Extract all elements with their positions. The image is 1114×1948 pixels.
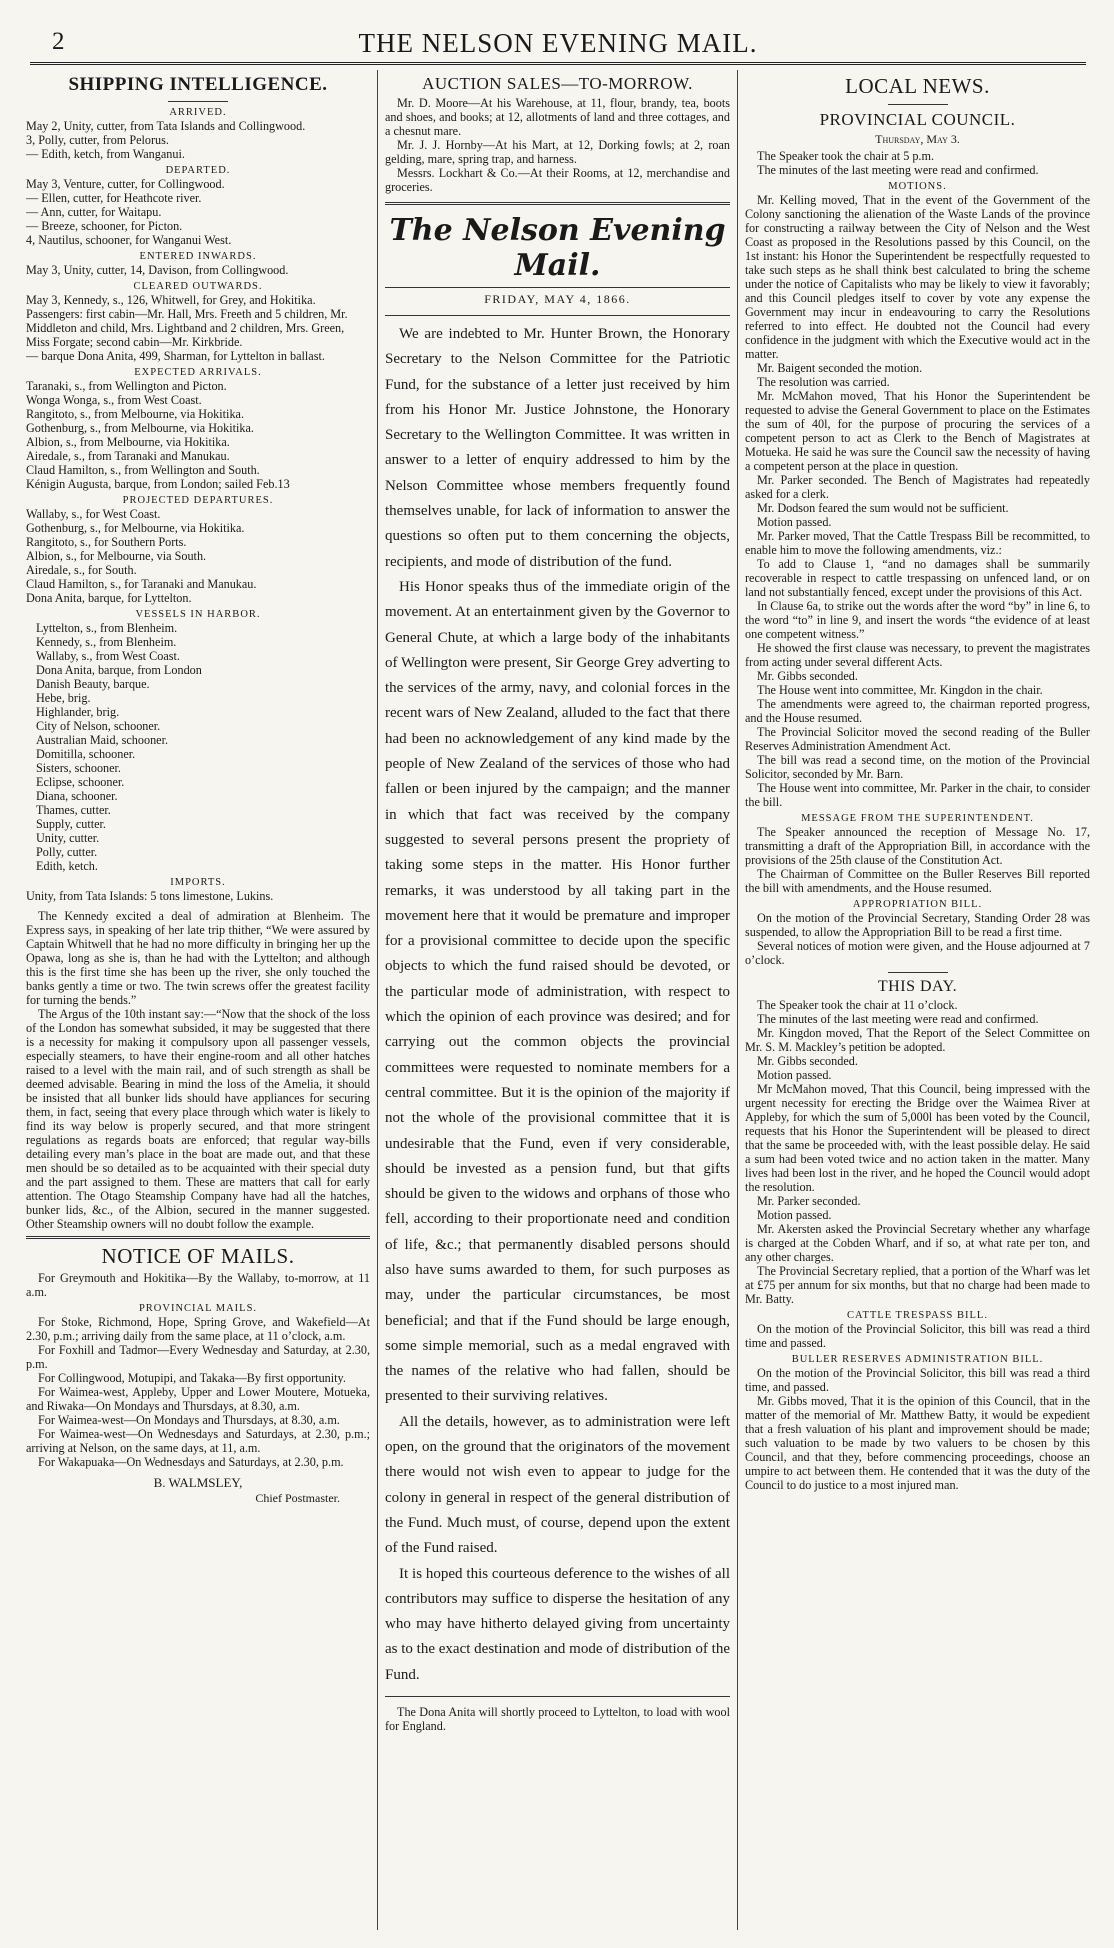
text-line: Lyttelton, s., from Blenheim. xyxy=(36,621,178,635)
auction-list xyxy=(385,96,730,194)
expected-heading: EXPECTED ARRIVALS. xyxy=(134,367,262,378)
message-heading: MESSAGE FROM THE SUPERINTENDENT. xyxy=(801,813,1034,824)
text-line: Highlander, brig. xyxy=(36,705,120,719)
text-line: Claud Hamilton, s., from Wellington and South. xyxy=(26,463,260,477)
cattle-heading: CATTLE TRESPASS BILL. xyxy=(847,1310,988,1321)
text-line: For Waimea-west, Appleby, Upper and Lower Moutere, Motueka, and Riwaka—On Mondays and Thursdays, at 8.30, a.m. xyxy=(26,1385,370,1413)
kennedy-paragraph: The Kennedy excited a deal of admiration at Blenheim. The Express says, in speaking of her late trip thither, “We were assured by Captain Whitwell that he had no more difficulty in bringing her up the Opawa, long as she is, than he had with the Lyttelton; and although this is the first time she has been up the river, she only touched the banks gently a time or two. The twin screws offer the greatest facility for turning the bends.” xyxy=(26,909,370,1007)
text-line: Mr McMahon moved, That this Council, being impressed with the urgent necessity for erecting the Bridge over the Waimea River at Appleby, for which the sum of 5,000l has been voted by the Council, requests that his Honor the Superintendent will be pleased to direct that the same be proceeded with, with the least possible delay. He said a sum had been voted twice and no action taken in the matter. Many lives had been lost in the river, and he hoped the Council would adopt the resolution. xyxy=(745,1082,1090,1194)
text-line: Diana, schooner. xyxy=(36,789,118,803)
text-line: City of Nelson, schooner. xyxy=(36,719,161,733)
projected-list xyxy=(26,507,370,605)
text-line: Airedale, s., from Taranaki and Manukau. xyxy=(26,449,230,463)
column-divider xyxy=(737,70,738,1930)
text-line: The Speaker announced the reception of Message No. 17, transmitting a draft of the Appropriation Bill, in accordance with the provisions of the 25th clause of the Constitution Act. xyxy=(745,825,1090,867)
text-line: In Clause 6a, to strike out the words after the word “by” in line 6, to the word “to” in line 9, and insert the words “the evidence of at least one competent witness.” xyxy=(745,599,1090,641)
text-line: — Edith, ketch, from Wanganui. xyxy=(26,147,185,161)
motions-list xyxy=(745,193,1090,809)
mails-list xyxy=(26,1315,370,1469)
cleared-heading: CLEARED OUTWARDS. xyxy=(133,281,263,292)
text-line: Motion passed. xyxy=(757,1068,832,1082)
text-line: Mr. Dodson feared the sum would not be sufficient. xyxy=(757,501,1009,515)
text-line: — Breeze, schooner, for Picton. xyxy=(26,219,183,233)
column-local-news xyxy=(745,70,1090,1930)
text-line: Mr. McMahon moved, That his Honor the Superintendent be requested to advise the General Government to place on the Estimates the sum of 40l, for the purpose of procuring the services of a competent person to act as Clerk to the Bench of Magistrates at Motueka. He said he was sure the Council saw the necessity of having a competent person at the place in question. xyxy=(745,389,1090,473)
text-line: May 2, Unity, cutter, from Tata Islands and Collingwood. xyxy=(26,119,306,133)
text-line: Several notices of motion were given, and the House adjourned at 7 o’clock. xyxy=(745,939,1090,967)
departed-heading: DEPARTED. xyxy=(165,165,231,176)
text-line: We are indebted to Mr. Hunter Brown, the Honorary Secretary to the Nelson Committee for the Patriotic Fund, for the substance of a letter just received by him from his Honor Mr. Justice Johnstone, the Honorary Secretary to the Wellington Committee. It was written in answer to a letter of enquiry addressed to him by the Nelson Committee whose members frequently found themselves unable, for lack of information to answer the questions so often put to them concerning the objects, recipients, and mode of distribution of the fund. xyxy=(385,326,730,570)
council-date: Thursday, May 3. xyxy=(875,132,960,146)
departed-list xyxy=(26,177,370,247)
text-line: The minutes of the last meeting were read and confirmed. xyxy=(757,163,1039,177)
text-line: The Chairman of Committee on the Buller Reserves Bill reported the bill with amendments, and the House resumed. xyxy=(745,867,1090,895)
postmaster-title: Chief Postmaster. xyxy=(255,1491,340,1505)
text-line: The resolution was carried. xyxy=(757,375,890,389)
text-line: Mr. Parker moved, That the Cattle Trespass Bill be recommitted, to enable him to move the following amendments, viz.: xyxy=(745,529,1090,557)
text-line: Danish Beauty, barque. xyxy=(36,677,150,691)
text-line: Wallaby, s., for West Coast. xyxy=(26,507,161,521)
imports-heading: IMPORTS. xyxy=(170,877,226,888)
text-line: Mr. Kingdon moved, That the Report of the Select Committee on Mr. S. M. Mackley’s petition be adopted. xyxy=(745,1026,1090,1054)
text-line: Motion passed. xyxy=(757,515,832,529)
text-line: Edith, ketch. xyxy=(36,859,98,873)
text-line: To add to Clause 1, “and no damages shall be summarily recoverable in respect to cattle trespassing on unfenced land, or on land not substantially fenced, except under the provisions of this Act. xyxy=(745,557,1090,599)
text-line: The bill was read a second time, on the motion of the Provincial Solicitor, seconded by Mr. Barn. xyxy=(745,753,1090,781)
motions-heading: MOTIONS. xyxy=(888,181,947,192)
text-line: May 3, Venture, cutter, for Collingwood. xyxy=(26,177,225,191)
text-line: 4, Nautilus, schooner, for Wanganui West. xyxy=(26,233,232,247)
text-line: For Stoke, Richmond, Hope, Spring Grove, and Wakefield—At 2.30, p.m.; arriving daily from the same place, at 11 o’clock, a.m. xyxy=(26,1315,370,1343)
newspaper-title: THE NELSON EVENING MAIL. xyxy=(358,28,758,58)
council-opening xyxy=(745,149,1090,177)
text-line: Mr. Gibbs moved, That it is the opinion of this Council, that in the matter of the memorial of Mr. Matthew Batty, it would be expedient that a fresh valuation of his plant and improvement should be made; such valuation to be made by two valuers to be chosen by this Council, and that they, before commencing proceedings, choose an umpire to act between them. He contended that it was the duty of the Council to do justice to a most injured man. xyxy=(745,1394,1090,1492)
editorial-dateline: FRIDAY, MAY 4, 1866. xyxy=(484,292,631,306)
text-line: Mr. Akersten asked the Provincial Secretary whether any wharfage is charged at the Cobden Wharf, and if so, at what rate per ton, and any other charges. xyxy=(745,1222,1090,1264)
text-line: For Waimea-west—On Mondays and Thursdays, at 8.30, a.m. xyxy=(38,1413,340,1427)
text-line: 3, Polly, cutter, from Pelorus. xyxy=(26,133,169,147)
column-shipping xyxy=(26,70,370,1930)
local-news-heading: LOCAL NEWS. xyxy=(845,74,990,98)
council-heading: PROVINCIAL COUNCIL. xyxy=(819,110,1016,129)
buller-list xyxy=(745,1366,1090,1492)
text-line: Mr. Parker seconded. xyxy=(757,1194,861,1208)
column-divider xyxy=(377,70,378,1930)
divider xyxy=(385,202,730,205)
text-line: Australian Maid, schooner. xyxy=(36,733,169,747)
text-line: The minutes of the last meeting were read and confirmed. xyxy=(757,1012,1039,1026)
provincial-mails-heading: PROVINCIAL MAILS. xyxy=(138,1303,258,1314)
masthead-rule xyxy=(30,62,1086,66)
text-line: The Provincial Solicitor moved the second reading of the Buller Reserves Administration Amendment Act. xyxy=(745,725,1090,753)
expected-list xyxy=(26,379,370,491)
text-line: Dona Anita, barque, for Lyttelton. xyxy=(26,591,192,605)
text-line: Supply, cutter. xyxy=(36,817,106,831)
arrived-heading: ARRIVED. xyxy=(169,107,227,118)
divider xyxy=(385,315,730,316)
imports-text: Unity, from Tata Islands: 5 tons limestone, Lukins. xyxy=(26,889,274,903)
text-line: The House went into committee, Mr. Kingdon in the chair. xyxy=(757,683,1043,697)
text-line: Claud Hamilton, s., for Taranaki and Manukau. xyxy=(26,577,257,591)
appropriation-list xyxy=(745,911,1090,967)
shipping-heading: SHIPPING INTELLIGENCE. xyxy=(68,74,328,95)
text-line: The Provincial Secretary replied, that a portion of the Wharf was let at £75 per annum for six months, but that no charge had been made to Mr. Batty. xyxy=(745,1264,1090,1306)
buller-heading: BULLER RESERVES ADMINISTRATION BILL. xyxy=(791,1354,1044,1365)
auction-heading: AUCTION SALES—TO-MORROW. xyxy=(422,74,693,93)
message-list xyxy=(745,825,1090,895)
text-line: The House went into committee, Mr. Parker in the chair, to consider the bill. xyxy=(745,781,1090,809)
text-line: Thames, cutter. xyxy=(36,803,111,817)
masthead xyxy=(30,26,1086,60)
text-line: Mr. Gibbs seconded. xyxy=(757,1054,858,1068)
editorial-body xyxy=(385,322,730,1688)
column-editorial xyxy=(385,70,730,1930)
text-line: — Ellen, cutter, for Heathcote river. xyxy=(26,191,202,205)
text-line: — barque Dona Anita, 499, Sharman, for Lyttelton in ballast. xyxy=(26,349,325,363)
text-line: — Ann, cutter, for Waitapu. xyxy=(26,205,162,219)
text-line: Kénigin Augusta, barque, from London; sailed Feb.13 xyxy=(26,477,290,491)
text-line: Mr. D. Moore—At his Warehouse, at 11, flour, brandy, tea, boots and shoes, and books; at 12, allotments of land and three cottages, and a chesnut mare. xyxy=(385,96,730,138)
text-line: Dona Anita, barque, from London xyxy=(36,663,202,677)
entered-heading: ENTERED INWARDS. xyxy=(139,251,257,262)
text-line: Airedale, s., for South. xyxy=(26,563,137,577)
cleared-list xyxy=(26,293,370,363)
text-line: Taranaki, s., from Wellington and Picton. xyxy=(26,379,227,393)
this-day-list xyxy=(745,998,1090,1306)
text-line: Wonga Wonga, s., from West Coast. xyxy=(26,393,202,407)
text-line: May 3, Unity, cutter, 14, Davison, from Collingwood. xyxy=(26,263,289,277)
text-line: His Honor speaks thus of the immediate origin of the movement. At an entertainment given by the Governor to General Chute, at which a large body of the inhabitants of Wellington were present, Sir George Grey adverting to the services of the army, navy, and colonial forces in the recent wars of New Zealand, alluded to the fact that there had been no acknowledgement of any kind made by the people of New Zealand of the services of those who had fallen or been injured by the campaign; and the manner in which that fact was received by the company suggested to several persons present the propriety of taking some steps in the matter. His Honor further remarks, it was understood by all taking part in the movement here that it would be premature and improper for a provisional committee to decide upon the specific objects to which the fund raised should be devoted, or the particular mode of administration, with respect to which the opinion of each province was desired; and for carrying out the common objects the provincial committees were requested to nominate members for a central committee. But it is the opinion of the majority if not the whole of the provisional committee that it is undesirable that the Fund, even if very considerable, should be invested as a pension fund, but that gifts should be given to the widows and orphans of those who fell, according to their proportionate need and condition of life, &c.; that permanently disabled persons should also have sums awarded to them, for such purposes as may, under the particular circumstances, be most beneficial; and that if the Fund should be large enough, some simple memorial, such as a medal engraved with the names of the relative who had fallen, should be presented to their surviving relatives. xyxy=(385,578,730,1405)
text-line: Unity, cutter. xyxy=(36,831,100,845)
divider xyxy=(888,104,948,105)
text-line: For Collingwood, Motupipi, and Takaka—By first opportunity. xyxy=(38,1371,346,1385)
text-line: Albion, s., for Melbourne, via South. xyxy=(26,549,207,563)
argus-paragraph: The Argus of the 10th instant say:—“Now that the shock of the loss of the London has somewhat subsided, it may be suggested that there is a necessity for making it compulsory upon all passenger vessels, especially steamers, to have their engine-room and all other hatches raised to a level with the main rail, and of such strength as shall be deemed advisable. Bearing in mind the loss of the Amelia, it should be insisted that all bunker lids should have appliances for securing them, in fact, seeing that every place through which water is likely to find its way below is properly secured, and that more stringent regulations as regards boats are enforced; that regular way-bills detailing every man’s place in the boat are made out, and that these men should be so detailed as to be acquainted with their special duty and the part assigned to them. These are matters that call for early attention. The Otago Steamship Company have had all the hatches, bunker lids, &c., of the Albion, secured in the manner suggested. Other Steamship owners will no doubt follow the example. xyxy=(26,1007,370,1231)
text-line: On the motion of the Provincial Secretary, Standing Order 28 was suspended, to allow the Appropriation Bill to be read a first time. xyxy=(745,911,1090,939)
divider xyxy=(888,972,948,973)
divider xyxy=(385,287,730,288)
appropriation-heading: APPROPRIATION BILL. xyxy=(852,899,983,910)
text-line: He showed the first clause was necessary, to prevent the magistrates from acting under several different Acts. xyxy=(745,641,1090,669)
text-line: Sisters, schooner. xyxy=(36,761,121,775)
cattle-text: On the motion of the Provincial Solicitor, this bill was read a third time and passed. xyxy=(745,1322,1090,1350)
text-line: On the motion of the Provincial Solicitor, this bill was read a third time, and passed. xyxy=(745,1366,1090,1394)
text-line: For Waimea-west—On Wednesdays and Saturdays, at 2.30, p.m.; arriving at Nelson, on the same days, at 11, a.m. xyxy=(26,1427,370,1455)
text-line: Gothenburg, s., from Melbourne, via Hokitika. xyxy=(26,421,254,435)
text-line: Hebe, brig. xyxy=(36,691,91,705)
text-line: Eclipse, schooner. xyxy=(36,775,125,789)
postmaster-signature: B. WALMSLEY, xyxy=(153,1475,243,1490)
text-line: The Speaker took the chair at 11 o’clock. xyxy=(757,998,958,1012)
arrived-list xyxy=(26,119,370,161)
this-day-heading: THIS DAY. xyxy=(877,978,958,995)
text-line: Mr. J. J. Hornby—At his Mart, at 12, Dorking fowls; at 2, roan gelding, mare, spring trap, and harness. xyxy=(385,138,730,166)
harbor-list xyxy=(26,621,370,873)
text-line: Mr. Baigent seconded the motion. xyxy=(757,361,923,375)
text-line: Rangitoto, s., from Melbourne, via Hokitika. xyxy=(26,407,244,421)
text-line: It is hoped this courteous deference to the wishes of all contributors may suffice to disperse the hesitation of any who may have hitherto delayed giving from uncertainty as to the exact destination and mode of distribution of the Fund. xyxy=(385,1565,730,1683)
text-line: Messrs. Lockhart & Co.—At their Rooms, at 12, merchandise and groceries. xyxy=(385,166,730,194)
text-line: Mr. Kelling moved, That in the event of the Government of the Colony sanctioning the alienation of the Waste Lands of the province for constructing a railway between the City of Nelson and the West Coast as proposed in the Resolutions passed by this Council, on the 1st instant: his Honor the Superintendent be respectfully requested to take such steps as he shall think best calculated to bring the scheme under the notice of Capitalists who may be likely to view it favorably; and this Council pledges itself to cover by vote any expense the Government may incur in endeavouring to carry the Resolutions referred to into effect. He doubted not the Council had every confidence in the judgment with which the Executive would act in the matter. xyxy=(745,193,1090,361)
text-line: Albion, s., from Melbourne, via Hokitika. xyxy=(26,435,230,449)
text-line: Kennedy, s., from Blenheim. xyxy=(36,635,177,649)
projected-heading: PROJECTED DEPARTURES. xyxy=(122,495,274,506)
mails-heading: NOTICE OF MAILS. xyxy=(101,1244,295,1268)
divider xyxy=(26,1236,370,1239)
page-number: 2 xyxy=(52,28,65,55)
text-line: Mr. Gibbs seconded. xyxy=(757,669,858,683)
mails-lead: For Greymouth and Hokitika—By the Wallaby, to-morrow, at 11 a.m. xyxy=(26,1271,370,1299)
text-line: The amendments were agreed to, the chairman reported progress, and the House resumed. xyxy=(745,697,1090,725)
text-line: Gothenburg, s., for Melbourne, via Hokitika. xyxy=(26,521,245,535)
text-line: Mr. Parker seconded. The Bench of Magistrates had repeatedly asked for a clerk. xyxy=(745,473,1090,501)
text-line: The Speaker took the chair at 5 p.m. xyxy=(757,149,934,163)
divider xyxy=(168,101,228,102)
dona-anita-note: The Dona Anita will shortly proceed to Lyttelton, to load with wool for England. xyxy=(385,1705,730,1734)
text-line: For Foxhill and Tadmor—Every Wednesday and Saturday, at 2.30, p.m. xyxy=(26,1343,370,1371)
divider xyxy=(385,1696,730,1697)
harbor-heading: VESSELS IN HARBOR. xyxy=(135,609,261,620)
newspaper-nameplate: The Nelson Evening Mail. xyxy=(389,213,726,283)
text-line: Domitilla, schooner. xyxy=(36,747,136,761)
text-line: For Wakapuaka—On Wednesdays and Saturdays, at 2.30, p.m. xyxy=(38,1455,344,1469)
entered-list xyxy=(26,263,370,277)
text-line: Rangitoto, s., for Southern Ports. xyxy=(26,535,187,549)
text-line: Polly, cutter. xyxy=(36,845,98,859)
text-line: Motion passed. xyxy=(757,1208,832,1222)
text-line: May 3, Kennedy, s., 126, Whitwell, for Grey, and Hokitika. Passengers: first cabin—Mr. Hall, Mrs. Freeth and 5 children, Mr. Middleton and child, Mrs. Lightband and 2 children, Mrs. Green, Miss Forgate; second cabin—Mr. Kirkbride. xyxy=(26,293,348,349)
text-line: Wallaby, s., from West Coast. xyxy=(36,649,180,663)
text-line: All the details, however, as to administration were left open, on the ground that the originators of the movement there would not wish even to appear to judge for the colony in general in respect of the general distribution of the Fund. Much must, of course, depend upon the extent of the Fund raised. xyxy=(385,1413,730,1557)
